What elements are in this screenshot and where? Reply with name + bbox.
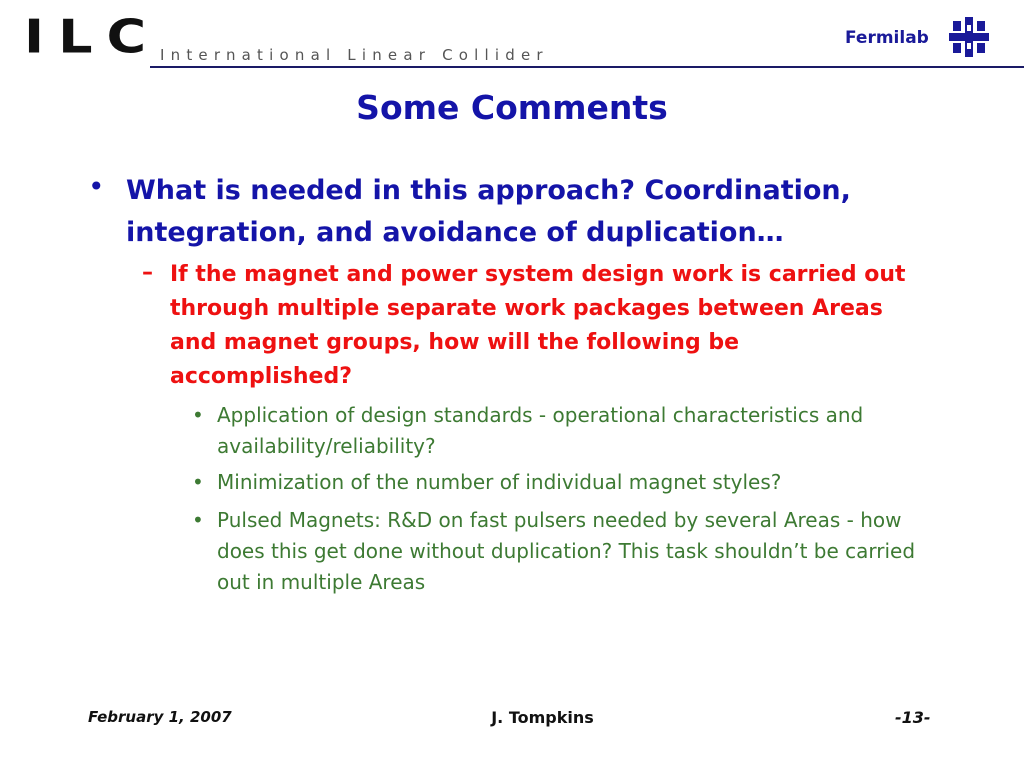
fermilab-logo-icon bbox=[947, 15, 991, 59]
footer-date: February 1, 2007 bbox=[88, 708, 232, 726]
bullet-level3-text: Pulsed Magnets: R&D on fast pulsers needed by several Areas - how does this get done without duplication? This task shouldn’t be carried out in multiple Areas bbox=[217, 508, 916, 594]
bullet-level3-text: Application of design standards - operational characteristics and availability/reliability? bbox=[217, 403, 864, 458]
slide-title: Some Comments bbox=[356, 88, 668, 127]
fermilab-label: Fermilab bbox=[845, 28, 929, 48]
bullet-level3-text: Minimization of the number of individual magnet styles? bbox=[217, 470, 782, 494]
slide-header bbox=[0, 0, 1024, 70]
bullet-dot-icon: • bbox=[192, 470, 204, 494]
footer-page-number: -13- bbox=[895, 708, 931, 727]
bullet-level2-text: If the magnet and power system design work is carried out through multiple separate work packages between Areas and magnet groups, how will the following be accomplished? bbox=[170, 262, 906, 389]
bullet-dot-icon: • bbox=[88, 170, 105, 203]
ilc-logo-subtitle: International Linear Collider bbox=[160, 46, 549, 64]
bullet-dot-icon: • bbox=[192, 403, 204, 427]
bullet-level1-text: What is needed in this approach? Coordination, integration, and avoidance of duplication… bbox=[126, 175, 851, 248]
bullet-dot-icon: • bbox=[192, 508, 204, 532]
dash-icon: – bbox=[142, 260, 153, 285]
ilc-logo: ILC bbox=[24, 9, 161, 64]
footer-author: J. Tompkins bbox=[491, 708, 594, 727]
header-divider bbox=[150, 66, 1024, 68]
